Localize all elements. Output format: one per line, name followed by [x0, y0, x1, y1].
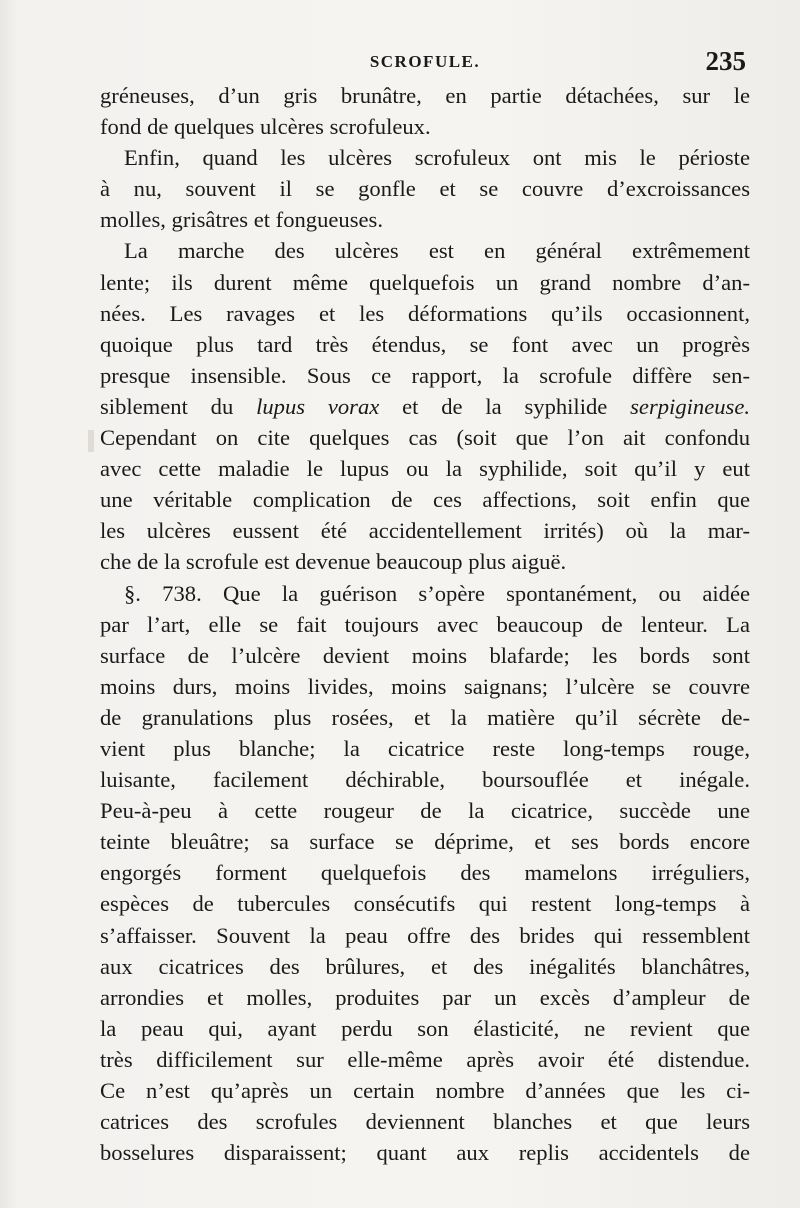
italic-term: lupus vorax	[256, 393, 380, 419]
text-line: s’affaisser. Souvent la peau offre des brides qui ressemblent	[100, 922, 750, 948]
text-line: catrices des scrofules deviennent blanches et que leurs	[100, 1109, 750, 1135]
text-segment: et de la syphilide	[379, 393, 631, 419]
text-line: §. 738. Que la guérison s’opère spontanément, ou aidée	[124, 580, 750, 606]
text-segment: siblement du	[100, 393, 257, 419]
text-line: avec cette maladie le lupus ou la syphilide, soit qu’il y eut	[100, 456, 750, 482]
text-line: teinte bleuâtre; sa surface se déprime, et ses bords encore	[100, 829, 750, 855]
text-line: gréneuses, d’un gris brunâtre, en partie détachées, sur le	[100, 83, 750, 108]
text-line: les ulcères eussent été accidentellement irrités) où la mar-	[100, 518, 750, 544]
text-line: la peau qui, ayant perdu son élasticité, ne revient que	[100, 1015, 750, 1041]
print-smudge	[88, 430, 94, 452]
text-line	[100, 391, 750, 422]
text-line: de granulations plus rosées, et la matière qu’il sécrète de-	[100, 704, 750, 730]
text-line: presque insensible. Sous ce rapport, la scrofule diffère sen-	[100, 362, 750, 388]
text-line: nées. Les ravages et les déformations qu’ils occasionnent,	[100, 300, 750, 326]
body-text	[100, 80, 750, 1168]
text-line: engorgés forment quelquefois des mamelons irréguliers,	[100, 860, 750, 886]
text-line: arrondies et molles, produites par un excès d’ampleur de	[100, 984, 750, 1010]
text-line: Enfin, quand les ulcères scrofuleux ont mis le périoste	[124, 145, 750, 171]
text-line: lente; ils durent même quelquefois un grand nombre d’an-	[100, 269, 750, 295]
text-line: Ce n’est qu’après un certain nombre d’années que les ci-	[100, 1078, 750, 1103]
text-line: moins durs, moins livides, moins saignans; l’ulcère se couvre	[100, 673, 750, 699]
text-line: bosselures disparaissent; quant aux replis accidentels de	[100, 1140, 750, 1166]
text-line: une véritable complication de ces affections, soit enfin que	[100, 487, 750, 513]
text-line: aux cicatrices des brûlures, et des inégalités blanchâtres,	[100, 953, 750, 979]
text-line: luisante, facilement déchirable, boursouflée et inégale.	[100, 767, 750, 793]
text-line: très difficilement sur elle-même après avoir été distendue.	[100, 1046, 750, 1072]
text-line: Peu-à-peu à cette rougeur de la cicatrice, succède une	[100, 798, 750, 824]
text-line: molles, grisâtres et fongueuses.	[100, 207, 383, 233]
running-head: SCROFULE.	[369, 52, 481, 71]
text-line: fond de quelques ulcères scrofuleux.	[100, 114, 431, 140]
text-line: che de la scrofule est devenue beaucoup plus aiguë.	[100, 549, 567, 575]
text-line: par l’art, elle se fait toujours avec beaucoup de lenteur. La	[100, 611, 750, 637]
page-number: 235	[705, 46, 746, 76]
italic-term: serpigineuse.	[630, 393, 750, 419]
page-header	[100, 46, 750, 82]
text-line: surface de l’ulcère devient moins blafarde; les bords sont	[100, 642, 750, 668]
text-line: La marche des ulcères est en général extrêmement	[124, 238, 750, 264]
text-line: à nu, souvent il se gonfle et se couvre d’excroissances	[100, 176, 750, 202]
text-line: vient plus blanche; la cicatrice reste long-temps rouge,	[100, 735, 750, 761]
text-line: Cependant on cite quelques cas (soit que l’on ait confondu	[100, 425, 750, 451]
text-line: quoique plus tard très étendus, se font avec un progrès	[100, 331, 750, 357]
text-line: espèces de tubercules consécutifs qui restent long-temps à	[100, 891, 750, 917]
